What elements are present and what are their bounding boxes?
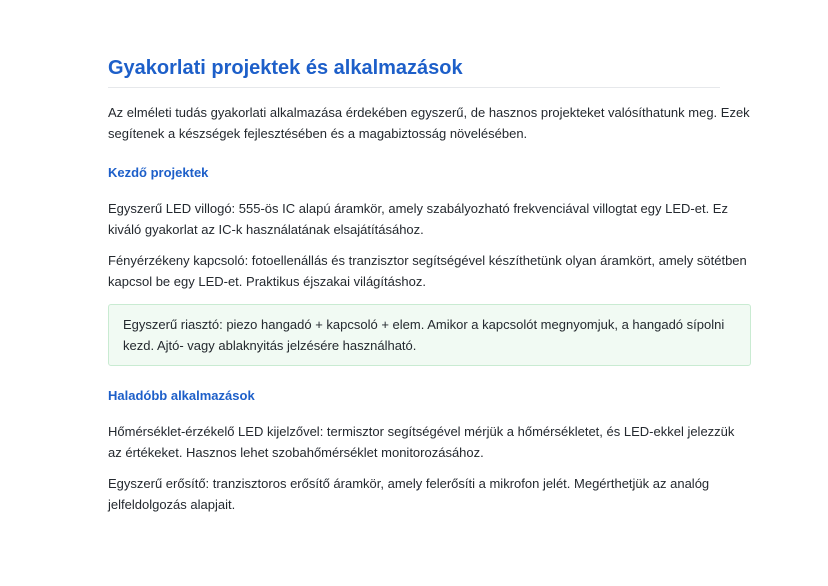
tip-callout — [108, 304, 751, 366]
callout-text: Egyszerű riasztó: piezo hangadó + kapcsoló + elem. Amikor a kapcsolót megnyomjuk, a hangadó sípolni kezd. Ajtó- vagy ablaknyitás jelzésére használható. — [123, 317, 725, 353]
page-title: Gyakorlati projektek és alkalmazások — [108, 57, 463, 79]
section-heading: Haladóbb alkalmazások — [108, 388, 255, 403]
paragraph-led-blinker: Egyszerű LED villogó: 555-ös IC alapú áramkör, amely szabályozható frekvenciával villogtat egy LED-et. Ez kiváló gyakorlat az IC-k használatának elsajátításához. — [108, 201, 728, 237]
title-divider — [108, 87, 720, 88]
article — [108, 55, 751, 525]
section-beginner-projects — [108, 164, 751, 366]
paragraph-light-switch: Fényérzékeny kapcsoló: fotoellenállás és tranzisztor segítségével készíthetünk olyan áramkört, amely sötétben kapcsol be egy LED-et. Praktikus éjszakai világításhoz. — [108, 253, 747, 289]
section-heading: Kezdő projektek — [108, 165, 209, 180]
intro-paragraph: Az elméleti tudás gyakorlati alkalmazása érdekében egyszerű, de hasznos projekteket valósíthatunk meg. Ezek segítenek a készségek fejlesztésében és a magabiztosság növelésében. — [108, 105, 750, 141]
paragraph-amplifier: Egyszerű erősítő: tranzisztoros erősítő áramkör, amely felerősíti a mikrofon jelét. Megérthetjük az analóg jelfeldolgozás alapjait. — [108, 476, 710, 512]
paragraph-temperature-sensor: Hőmérséklet-érzékelő LED kijelzővel: termisztor segítségével mérjük a hőmérsékletet, és LED-ekkel jelezzük az értékeket. Hasznos lehet szobahőmérséklet monitorozásához. — [108, 424, 735, 460]
section-advanced-applications — [108, 387, 751, 515]
